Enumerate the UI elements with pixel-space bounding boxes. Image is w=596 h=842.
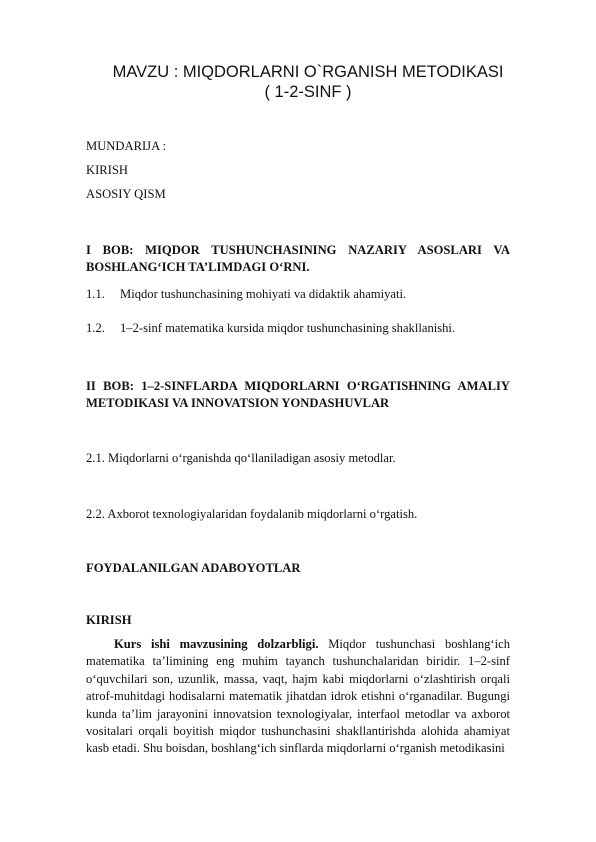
item-2-1: 2.1. Miqdorlarni o‘rganishda qo‘llaniladigan asosiy metodlar.: [86, 451, 396, 465]
item-1-1-number: 1.1.: [86, 287, 105, 301]
references-heading: FOYDALANILGAN ADABOYOTLAR: [86, 561, 301, 575]
title-line-2: ( 1-2-SINF ): [264, 83, 352, 101]
title-line-1: MAVZU : MIQDORLARNI O`RGANISH METODIKASI: [112, 63, 504, 81]
intro-paragraph: [86, 636, 510, 758]
chapter-1-line-1: I BOB: MIQDOR TUSHUNCHASINING NAZARIY ASOSLARI VA: [86, 243, 510, 257]
intro-heading: KIRISH: [86, 613, 132, 627]
item-1-2-number: 1.2.: [86, 321, 105, 335]
contents-main: ASOSIY QISM: [86, 187, 166, 201]
item-1-2-text: 1–2-sinf matematika kursida miqdor tushunchasining shakllanishi.: [120, 321, 456, 335]
chapter-2-line-2: METODIKASI VA INNOVATSION YONDASHUVLAR: [86, 396, 390, 411]
chapter-2-heading: [86, 378, 510, 412]
item-1-1-text: Miqdor tushunchasining mohiyati va didaktik ahamiyati.: [120, 287, 407, 301]
chapter-1-heading: [86, 242, 510, 276]
intro-paragraph-text: Miqdor tushunchasi boshlang‘ich matematika ta’limining eng muhim tayanch tushunchalaridan biridir. 1–2-sinf o‘quvchilari son, uzunlik, massa, vaqt, hajm kabi miqdorlarni o‘zlashtirish orqali atrof-muhitdagi hodisalarni matematik jihatdan idrok etishni o‘rganadilar. Bugungi kunda ta’lim jarayonini innovatsion texnologiyalar, interfaol metodlar va axborot vositalari orqali boyitish miqdor tushunchasini shakllantirishda alohida ahamiyat kasb etadi. Shu boisdan, boshlang‘ich sinflarda miqdorlarni o‘rganish metodikasini: [86, 637, 510, 756]
item-2-2: 2.2. Axborot texnologiyalaridan foydalanib miqdorlarni o‘rgatish.: [86, 507, 418, 521]
chapter-1-line-2: BOSHLANG‘ICH TA’LIMDAGI O‘RNI.: [86, 260, 310, 275]
intro-bold-lead: Kurs ishi mavzusining dolzarbligi.: [114, 637, 319, 651]
chapter-2-line-1: II BOB: 1–2-SINFLARDA MIQDORLARNI O‘RGATISHNING AMALIY: [86, 379, 510, 393]
contents-intro: KIRISH: [86, 163, 128, 177]
contents-heading: MUNDARIJA :: [86, 139, 167, 153]
